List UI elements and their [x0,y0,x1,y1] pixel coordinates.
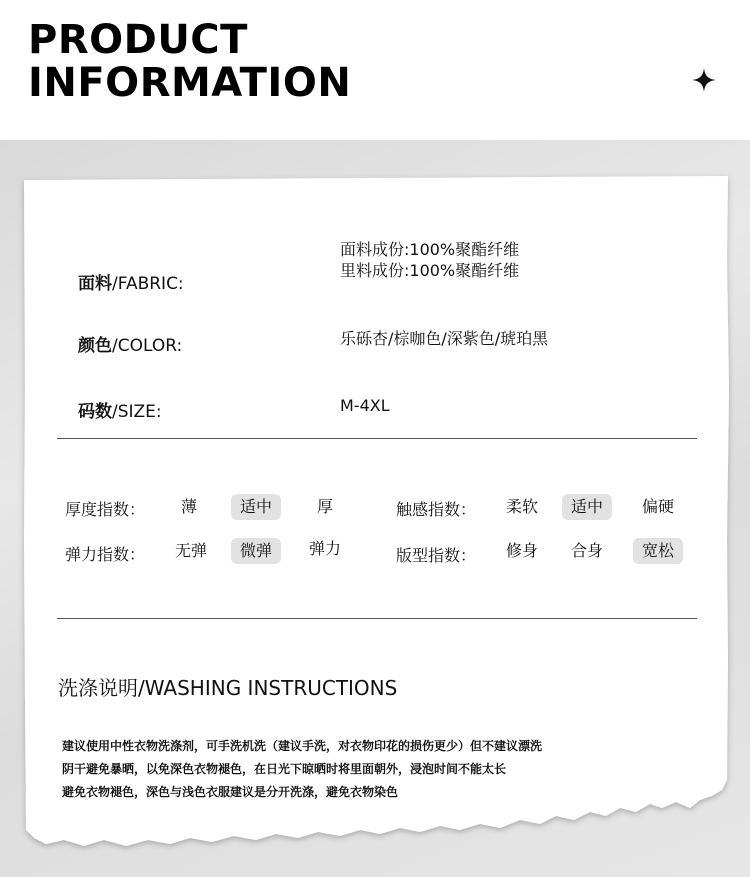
thickness-option: 厚 [316,497,333,516]
size-label-cn: 码数 [78,402,112,422]
size-label-en: /SIZE: [112,402,162,422]
fit-option: 修身 [505,541,538,560]
header [0,0,750,140]
fabric-value [340,239,519,281]
fit-index-label: 版型指数： [396,546,477,565]
touch-index-label: 触感指数： [396,500,477,519]
thickness-option: 薄 [180,497,197,516]
fabric-label-cn: 面料 [78,274,112,294]
fabric-label-en: /FABRIC: [112,274,184,294]
washing-line-3: 避免衣物褪色，深色与浅色衣服建议是分开洗涤，避免衣物染色 [62,785,399,799]
elasticity-option: 无弹 [174,541,207,560]
washing-title: 洗涤说明/WASHING INSTRUCTIONS [58,676,398,700]
elasticity-option: 弹力 [308,539,341,558]
elasticity-option-selected: 微弹 [231,538,281,564]
thickness-index-label: 厚度指数： [65,500,146,519]
sparkle-icon [690,66,718,94]
washing-instructions [62,735,622,804]
page-title-line-1: PRODUCT [28,17,248,63]
color-label-cn: 颜色 [78,336,112,356]
color-value: 乐砾杏/棕咖色/深紫色/琥珀黑 [340,329,549,348]
size-value: M-4XL [340,396,390,415]
color-label-en: /COLOR: [112,336,183,356]
touch-option-selected: 适中 [562,494,612,520]
color-label [78,331,182,356]
touch-option: 偏硬 [641,497,674,516]
fit-option: 合身 [570,541,603,560]
size-label [78,397,162,422]
fabric-label [78,269,184,294]
fabric-value-line-1: 面料成份:100%聚酯纤维 [340,240,520,259]
divider-bottom [57,618,697,619]
fit-option-selected: 宽松 [633,538,683,564]
fabric-value-line-2: 里料成份:100%聚酯纤维 [340,261,520,280]
divider-top [57,438,697,439]
page-title-line-2: INFORMATION [28,60,352,106]
touch-option: 柔软 [505,497,538,516]
elasticity-index-label: 弹力指数： [65,545,146,564]
thickness-option-selected: 适中 [231,494,281,520]
washing-line-2: 阴干避免暴晒，以免深色衣物褪色，在日光下晾晒时将里面朝外，浸泡时间不能太长 [62,762,507,776]
washing-line-1: 建议使用中性衣物洗涤剂，可手洗机洗（建议手洗，对衣物印花的损伤更少）但不建议漂洗 [62,739,543,753]
